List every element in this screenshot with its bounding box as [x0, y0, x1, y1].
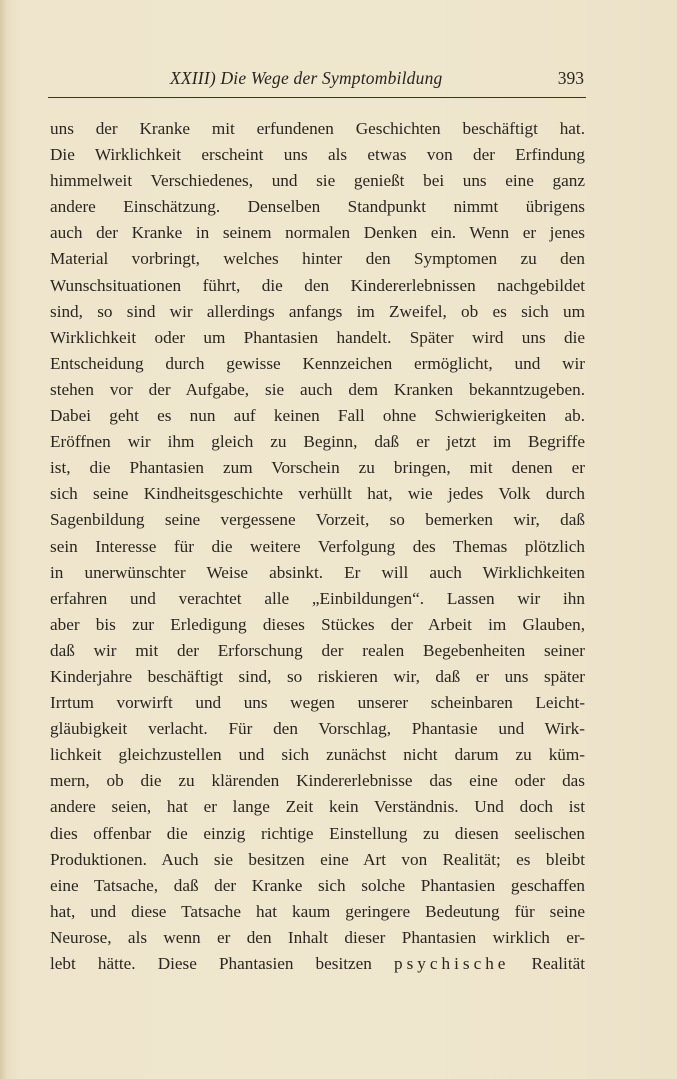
- text-line: mern, ob die zu klärenden Kindererlebnisse das eine oder das: [50, 771, 585, 791]
- text-line: Kinderjahre beschäftigt sind, so riskieren wir, daß er uns später: [50, 666, 585, 686]
- text-line-last: [50, 951, 585, 977]
- text-line: in unerwünschter Weise absinkt. Er will auch Wirklichkeiten: [50, 562, 585, 582]
- text-line: Irrtum vorwirft und uns wegen unserer scheinbaren Leicht-: [50, 693, 585, 713]
- text-segment: Realität: [531, 954, 585, 973]
- text-line: Eröffnen wir ihm gleich zu Beginn, daß er jetzt im Begriffe: [50, 432, 585, 452]
- text-line: Die Wirklichkeit erscheint uns als etwas von der Erfindung: [50, 145, 585, 165]
- text-line: Entscheidung durch gewisse Kennzeichen ermöglicht, und wir: [50, 353, 585, 373]
- text-line: eine Tatsache, daß der Kranke sich solche Phantasien geschaffen: [50, 875, 585, 895]
- header-rule: [48, 97, 586, 98]
- text-line: Material vorbringt, welches hinter den Symptomen zu den: [50, 249, 585, 269]
- text-line: daß wir mit der Erforschung der realen Begebenheiten seiner: [50, 640, 585, 660]
- text-line: Neurose, als wenn er den Inhalt dieser Phantasien wirklich er-: [50, 927, 585, 947]
- running-head: XXIII) Die Wege der Symptombildung: [170, 68, 443, 88]
- text-line: stehen vor der Aufgabe, sie auch dem Kranken bekanntzugeben.: [50, 379, 585, 399]
- text-line: Produktionen. Auch sie besitzen eine Art von Realität; es bleibt: [50, 849, 585, 869]
- text-line: hat, und diese Tatsache hat kaum geringere Bedeutung für seine: [50, 901, 585, 921]
- text-line: sein Interesse für die weitere Verfolgung des Themas plötzlich: [50, 536, 585, 556]
- page-number: 393: [557, 68, 584, 88]
- text-line: ist, die Phantasien zum Vorschein zu bringen, mit denen er: [50, 458, 585, 478]
- text-line: auch der Kranke in seinem normalen Denken ein. Wenn er jenes: [50, 223, 585, 243]
- text-line: Wunschsituationen führt, die den Kindererlebnissen nachgebildet: [50, 275, 585, 295]
- text-line: erfahren und verachtet alle „Einbildungen“. Lassen wir ihn: [50, 588, 585, 608]
- text-line: Wirklichkeit oder um Phantasien handelt. Später wird uns die: [50, 327, 585, 347]
- text-line: uns der Kranke mit erfundenen Geschichten beschäftigt hat.: [50, 119, 585, 138]
- text-segment: lebt hätte. Diese Phantasien besitzen: [50, 954, 372, 973]
- text-line: gläubigkeit verlacht. Für den Vorschlag, Phantasie und Wirk-: [50, 719, 585, 739]
- text-line: dies offenbar die einzig richtige Einstellung zu diesen seelischen: [50, 823, 585, 843]
- page-header: [50, 68, 584, 96]
- text-line: Sagenbildung seine vergessene Vorzeit, so bemerken wir, daß: [50, 510, 585, 530]
- text-line: andere seien, hat er lange Zeit kein Verständnis. Und doch ist: [50, 797, 585, 817]
- text-line: himmelweit Verschiedenes, und sie genießt bei uns eine ganz: [50, 171, 585, 191]
- body-text: [50, 116, 585, 977]
- text-line: Dabei geht es nun auf keinen Fall ohne Schwierigkeiten ab.: [50, 406, 585, 426]
- text-line: sind, so sind wir allerdings anfangs im Zweifel, ob es sich um: [50, 301, 585, 321]
- page-gutter-shadow: [0, 0, 6, 1079]
- text-line: aber bis zur Erledigung dieses Stückes der Arbeit im Glauben,: [50, 614, 585, 634]
- text-line: sich seine Kindheitsgeschichte verhüllt hat, wie jedes Volk durch: [50, 484, 585, 504]
- text-line: lichkeit gleichzustellen und sich zunächst nicht darum zu küm-: [50, 745, 585, 765]
- emphasized-word: psychische: [394, 954, 510, 973]
- text-line: andere Einschätzung. Denselben Standpunkt nimmt übrigens: [50, 197, 585, 217]
